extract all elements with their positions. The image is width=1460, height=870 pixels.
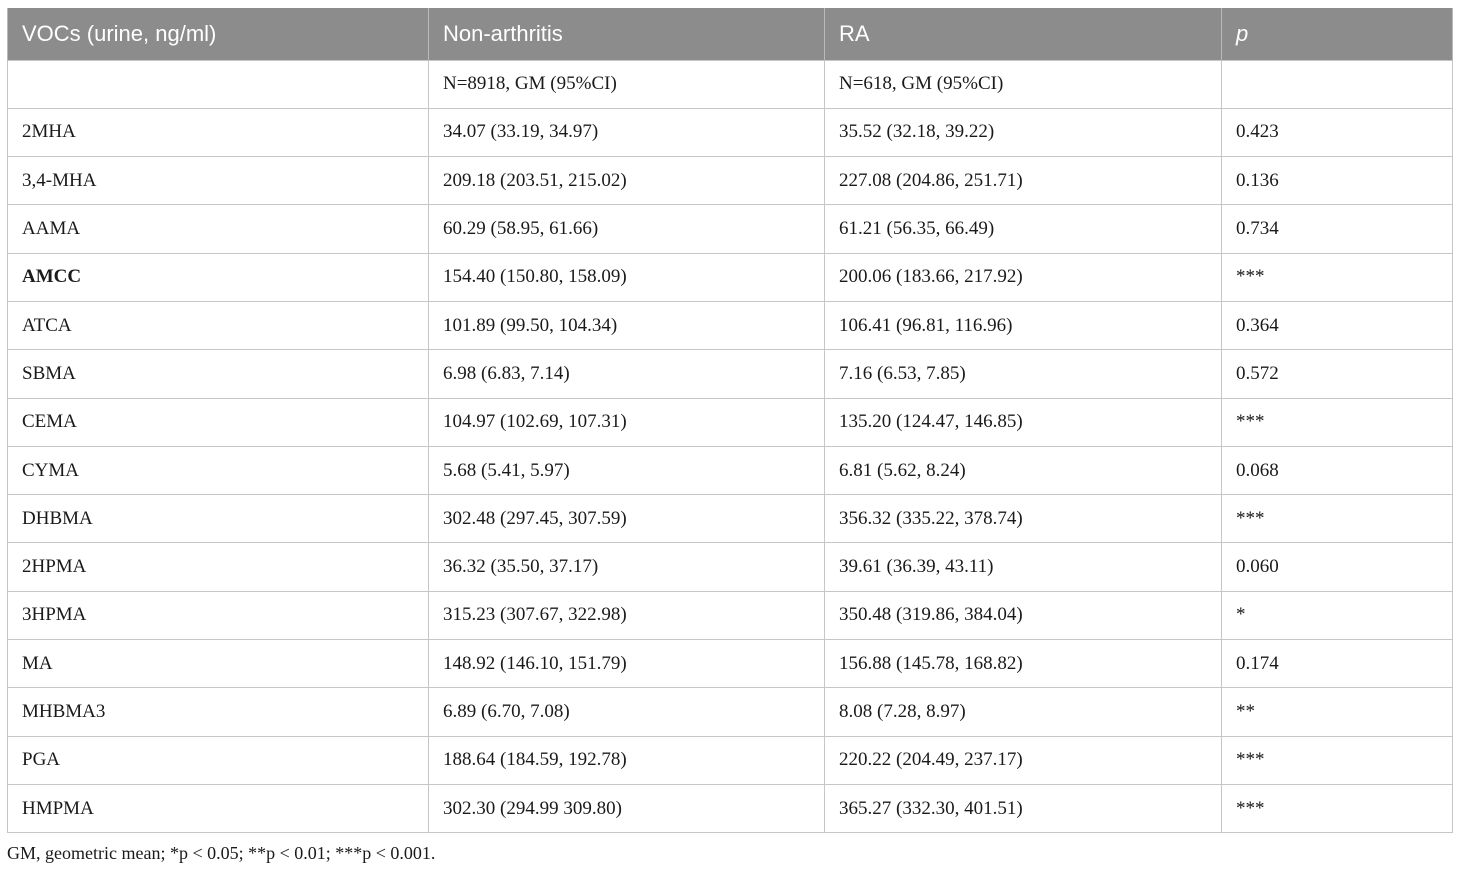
cell-ra: 39.61 (36.39, 43.11) [825,543,1222,591]
table-row [8,205,1453,253]
table-row [8,157,1453,205]
header-row [8,8,1453,60]
cell-p: * [1222,591,1453,639]
cell-ra: 220.22 (204.49, 237.17) [825,736,1222,784]
table-body [8,60,1453,833]
cell-ra: 35.52 (32.18, 39.22) [825,108,1222,156]
cell-p: *** [1222,495,1453,543]
cell-voc: ATCA [8,301,429,349]
cell-ra: 156.88 (145.78, 168.82) [825,640,1222,688]
cell-voc: SBMA [8,350,429,398]
cell-voc: MHBMA3 [8,688,429,736]
table-row [8,108,1453,156]
cell-ra: 365.27 (332.30, 401.51) [825,784,1222,832]
cell-non-arthritis: 188.64 (184.59, 192.78) [429,736,825,784]
cell-non-arthritis: 148.92 (146.10, 151.79) [429,640,825,688]
table-row [8,784,1453,832]
cell-non-arthritis: 60.29 (58.95, 61.66) [429,205,825,253]
cell-voc: HMPMA [8,784,429,832]
cell-non-arthritis: 6.89 (6.70, 7.08) [429,688,825,736]
table-header [8,8,1453,60]
subheader-cell-vocs [8,60,429,108]
cell-voc: 2MHA [8,108,429,156]
cell-voc: CEMA [8,398,429,446]
cell-p: 0.364 [1222,301,1453,349]
cell-p: 0.174 [1222,640,1453,688]
cell-p: 0.068 [1222,446,1453,494]
cell-p: ** [1222,688,1453,736]
table-row [8,543,1453,591]
table-row [8,446,1453,494]
subheader-row [8,60,1453,108]
cell-voc: 3,4-MHA [8,157,429,205]
table-row [8,640,1453,688]
cell-p: *** [1222,784,1453,832]
cell-voc: CYMA [8,446,429,494]
table-row [8,736,1453,784]
cell-ra: 135.20 (124.47, 146.85) [825,398,1222,446]
subheader-cell-ra: N=618, GM (95%CI) [825,60,1222,108]
header-p: p [1222,8,1453,60]
cell-voc: AAMA [8,205,429,253]
cell-non-arthritis: 209.18 (203.51, 215.02) [429,157,825,205]
cell-ra: 106.41 (96.81, 116.96) [825,301,1222,349]
cell-p: *** [1222,398,1453,446]
table-row [8,350,1453,398]
table-row [8,688,1453,736]
voc-table [7,8,1453,833]
voc-table-container [7,8,1452,833]
table-row [8,253,1453,301]
cell-ra: 61.21 (56.35, 66.49) [825,205,1222,253]
cell-voc: 3HPMA [8,591,429,639]
cell-non-arthritis: 6.98 (6.83, 7.14) [429,350,825,398]
cell-non-arthritis: 104.97 (102.69, 107.31) [429,398,825,446]
cell-voc: DHBMA [8,495,429,543]
cell-voc: 2HPMA [8,543,429,591]
cell-non-arthritis: 5.68 (5.41, 5.97) [429,446,825,494]
cell-voc: AMCC [8,253,429,301]
cell-ra: 8.08 (7.28, 8.97) [825,688,1222,736]
subheader-cell-p [1222,60,1453,108]
cell-ra: 227.08 (204.86, 251.71) [825,157,1222,205]
cell-p: 0.572 [1222,350,1453,398]
table-row [8,301,1453,349]
table-row [8,398,1453,446]
cell-non-arthritis: 154.40 (150.80, 158.09) [429,253,825,301]
table-row [8,591,1453,639]
header-ra: RA [825,8,1222,60]
cell-ra: 356.32 (335.22, 378.74) [825,495,1222,543]
cell-non-arthritis: 302.30 (294.99 309.80) [429,784,825,832]
cell-p: *** [1222,253,1453,301]
cell-voc: PGA [8,736,429,784]
cell-non-arthritis: 302.48 (297.45, 307.59) [429,495,825,543]
cell-ra: 200.06 (183.66, 217.92) [825,253,1222,301]
cell-non-arthritis: 315.23 (307.67, 322.98) [429,591,825,639]
subheader-cell-non-arthritis: N=8918, GM (95%CI) [429,60,825,108]
cell-p: 0.136 [1222,157,1453,205]
cell-non-arthritis: 36.32 (35.50, 37.17) [429,543,825,591]
table-footnote: GM, geometric mean; *p < 0.05; **p < 0.01; ***p < 0.001. [7,843,436,863]
cell-p: 0.060 [1222,543,1453,591]
cell-non-arthritis: 34.07 (33.19, 34.97) [429,108,825,156]
table-row [8,495,1453,543]
cell-voc: MA [8,640,429,688]
cell-non-arthritis: 101.89 (99.50, 104.34) [429,301,825,349]
cell-p: 0.423 [1222,108,1453,156]
cell-p: *** [1222,736,1453,784]
cell-ra: 350.48 (319.86, 384.04) [825,591,1222,639]
header-vocs: VOCs (urine, ng/ml) [8,8,429,60]
cell-ra: 6.81 (5.62, 8.24) [825,446,1222,494]
cell-ra: 7.16 (6.53, 7.85) [825,350,1222,398]
header-non-arthritis: Non-arthritis [429,8,825,60]
cell-p: 0.734 [1222,205,1453,253]
